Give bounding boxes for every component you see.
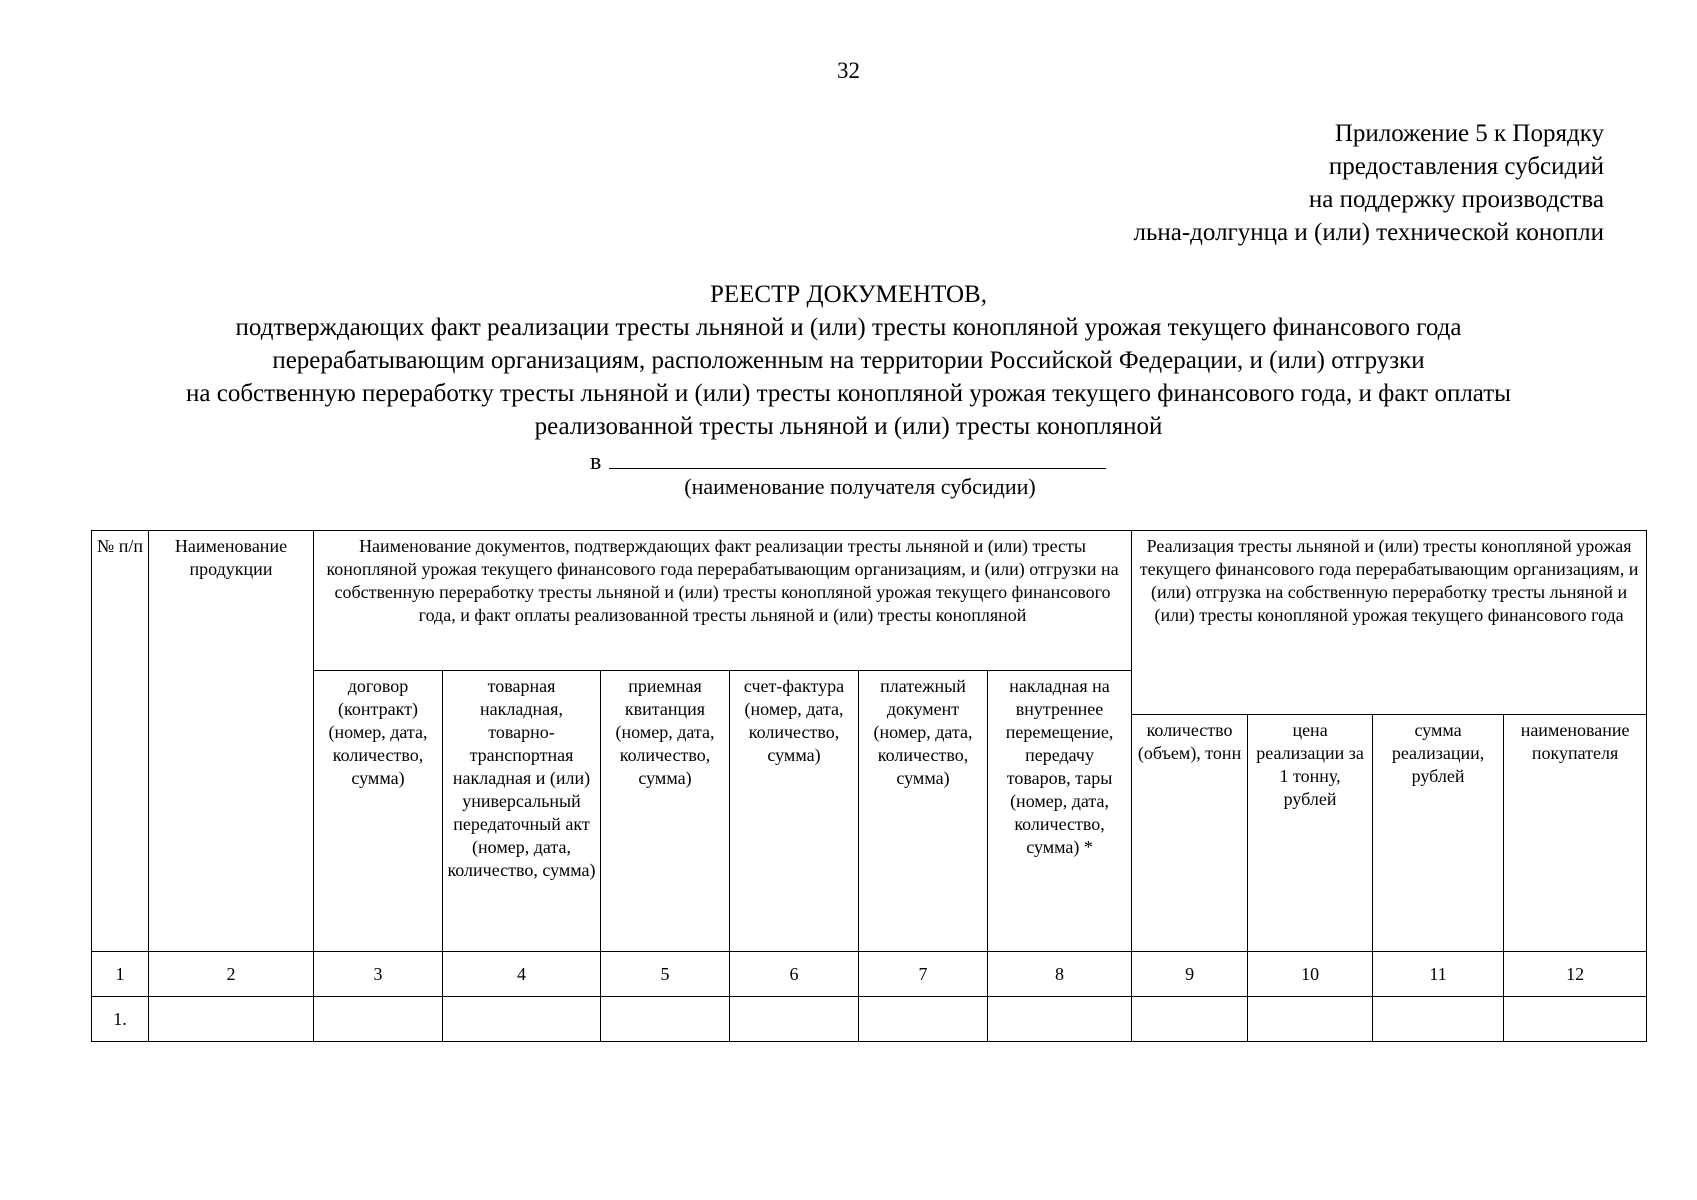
- title-line: подтверждающих факт реализации тресты льняной и (или) тресты конопляной урожая текущего финансового года: [235, 314, 1462, 341]
- appendix-line: предоставления субсидий: [1328, 153, 1604, 180]
- header-quantity: количество (объем), тонн: [1132, 715, 1248, 952]
- table-cell: [314, 997, 443, 1042]
- recipient-prefix: в: [590, 449, 602, 475]
- header-price: цена реализации за 1 тонну, рублей: [1248, 715, 1373, 952]
- column-number: 4: [443, 952, 601, 997]
- column-number: 5: [601, 952, 730, 997]
- column-number: 12: [1504, 952, 1647, 997]
- table-cell: [1248, 997, 1373, 1042]
- header-product-name: Наименование продукции: [149, 531, 314, 952]
- column-number: 6: [730, 952, 859, 997]
- table-cell: [443, 997, 601, 1042]
- appendix-line: на поддержку производства: [1308, 186, 1604, 213]
- title-line: перерабатывающим организациям, расположенным на территории Российской Федерации, и (или) отгрузки: [272, 347, 1425, 374]
- table-row: [92, 997, 1647, 1042]
- recipient-blank-line: [609, 446, 1106, 469]
- column-number: 3: [314, 952, 443, 997]
- table-cell: [988, 997, 1132, 1042]
- document-title: [60, 278, 1637, 443]
- table-cell: [1504, 997, 1647, 1042]
- header-internal-transfer: накладная на внутреннее перемещение, передачу товаров, тары (номер, дата, количество, сумма) *: [988, 671, 1132, 952]
- title-line: реализованной тресты льняной и (или) тресты конопляной: [534, 413, 1163, 440]
- header-sales-group: Реализация тресты льняной и (или) тресты конопляной урожая текущего финансового года перерабатывающим организациям, и (или) отгрузка на собственную переработку тресты льняной и (или) тресты конопляной урожая текущего финансового года: [1132, 531, 1647, 715]
- table-cell: [730, 997, 859, 1042]
- column-number: 2: [149, 952, 314, 997]
- recipient-caption: (наименование получателя субсидии): [684, 474, 1036, 499]
- title-heading: РЕЕСТР ДОКУМЕНТОВ,: [709, 281, 987, 308]
- appendix-reference: [904, 117, 1604, 249]
- page-number: 32: [837, 58, 860, 83]
- header-waybill: товарная накладная, товарно-транспортная накладная и (или) универсальный передаточный акт (номер, дата, количество, сумма): [443, 671, 601, 952]
- column-number: 10: [1248, 952, 1373, 997]
- header-payment-document: платежный документ (номер, дата, количество, сумма): [859, 671, 988, 952]
- row-label: 1.: [92, 997, 149, 1042]
- appendix-line: льна-долгунца и (или) технической конопли: [1133, 219, 1604, 246]
- column-number: 8: [988, 952, 1132, 997]
- table-cell: [1373, 997, 1504, 1042]
- header-documents-group: Наименование документов, подтверждающих факт реализации тресты льняной и (или) тресты конопляной урожая текущего финансового года перерабатывающим организациям, и (или) отгрузки на собственную переработку тресты льняной и (или) тресты конопляной урожая текущего финансового года, и факт оплаты реализованной тресты льняной и (или) тресты конопляной: [314, 531, 1132, 671]
- table-cell: [149, 997, 314, 1042]
- recipient-field: [590, 446, 1106, 476]
- registry-table: [91, 530, 1647, 1042]
- column-number: 7: [859, 952, 988, 997]
- header-receipt: приемная квитанция (номер, дата, количество, сумма): [601, 671, 730, 952]
- appendix-line: Приложение 5 к Порядку: [1334, 120, 1604, 147]
- column-number: 11: [1373, 952, 1504, 997]
- table-cell: [859, 997, 988, 1042]
- title-line: на собственную переработку тресты льняной и (или) тресты конопляной урожая текущего финансового года, и факт оплаты: [186, 380, 1511, 407]
- column-numbers-row: [92, 952, 1647, 997]
- table-cell: [1132, 997, 1248, 1042]
- header-contract: договор (контракт) (номер, дата, количество, сумма): [314, 671, 443, 952]
- header-invoice: счет-фактура (номер, дата, количество, сумма): [730, 671, 859, 952]
- header-sum: сумма реализации, рублей: [1373, 715, 1504, 952]
- table-cell: [601, 997, 730, 1042]
- header-number: № п/п: [92, 531, 149, 952]
- column-number: 1: [92, 952, 149, 997]
- column-number: 9: [1132, 952, 1248, 997]
- header-buyer: наименование покупателя: [1504, 715, 1647, 952]
